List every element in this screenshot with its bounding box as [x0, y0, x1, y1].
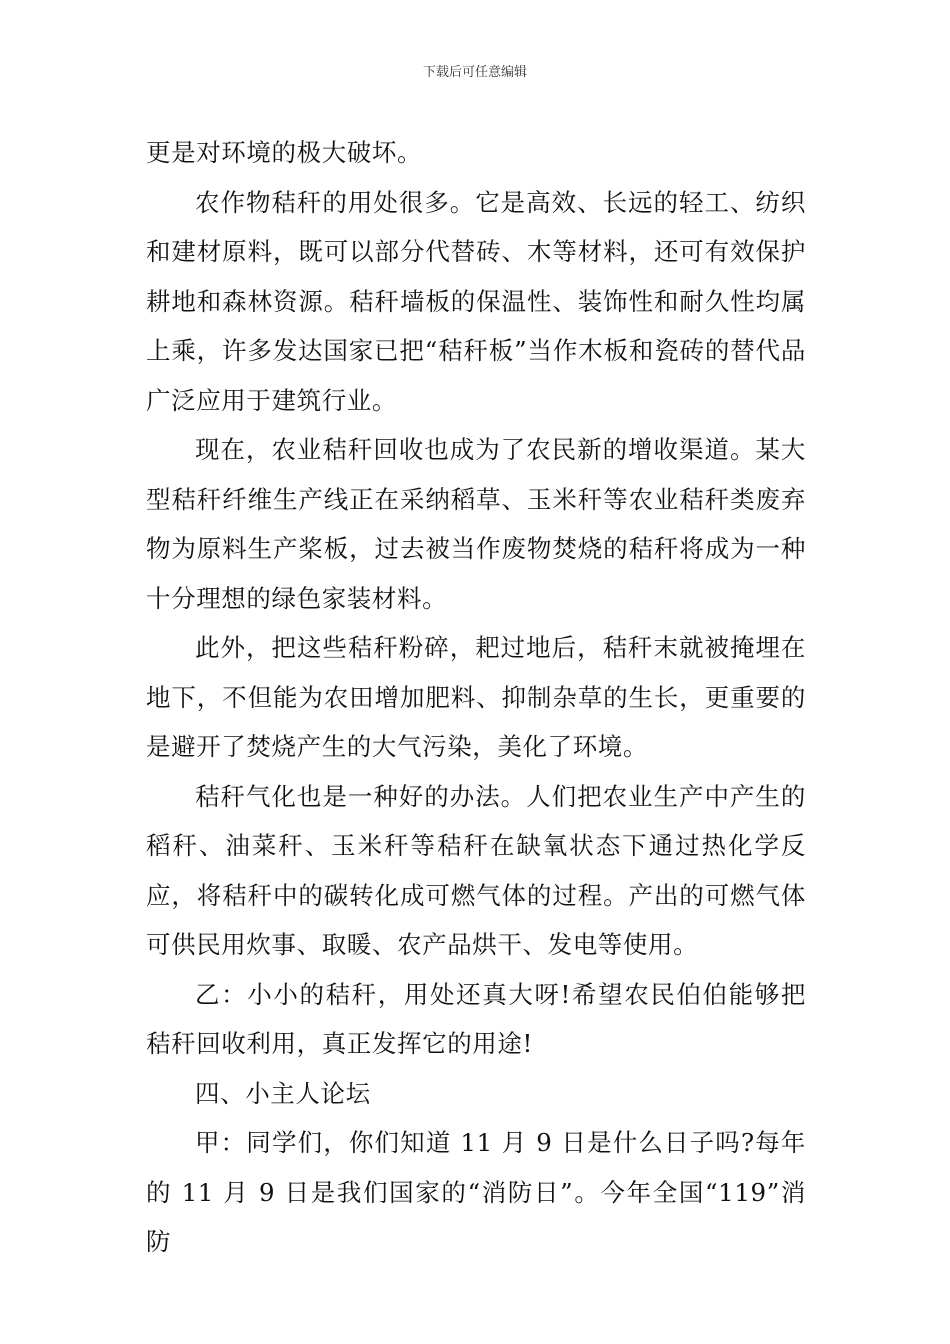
- page-header: 下载后可任意编辑: [422, 65, 527, 80]
- paragraph: 现在，农业秸秆回收也成为了农民新的增收渠道。某大型秸秆纤维生产线正在采纳稻草、玉米秆等农业秸秆类废弃物为原料生产桨板，过去被当作废物焚烧的秸秆将成为一种十分理想的绿色家装材料。: [146, 435, 806, 613]
- section-heading: 四、小主人论坛: [195, 1078, 371, 1108]
- paragraph: 农作物秸秆的用处很多。它是高效、长远的轻工、纺织和建材原料，既可以部分代替砖、木等材料，还可有效保护耕地和森林资源。秸秆墙板的保温性、装饰性和耐久性均属上乘，许多发达国家已把“秸秆板”当作木板和瓷砖的替代品广泛应用于建筑行业。: [146, 187, 806, 415]
- paragraph: 更是对环境的极大破坏。: [146, 138, 423, 167]
- document-body: [146, 128, 806, 1267]
- paragraph: 乙：小小的秸秆，用处还真大呀!希望农民伯伯能够把秸秆回收利用，真正发挥它的用途!: [146, 979, 806, 1058]
- paragraph: 秸秆气化也是一种好的办法。人们把农业生产中产生的稻秆、油菜秆、玉米秆等秸秆在缺氧状态下通过热化学反应，将秸秆中的碳转化成可燃气体的过程。产出的可燃气体可供民用炊事、取暖、农产品烘干、发电等使用。: [146, 781, 806, 959]
- paragraph: 甲：同学们，你们知道 11 月 9 日是什么日子吗?每年的 11 月 9 日是我们国家的“消防日”。今年全国“119”消防: [146, 1128, 806, 1256]
- paragraph: 此外，把这些秸秆粉碎，耙过地后，秸秆末就被掩埋在地下，不但能为农田增加肥料、抑制杂草的生长，更重要的是避开了焚烧产生的大气污染，美化了环境。: [146, 633, 806, 761]
